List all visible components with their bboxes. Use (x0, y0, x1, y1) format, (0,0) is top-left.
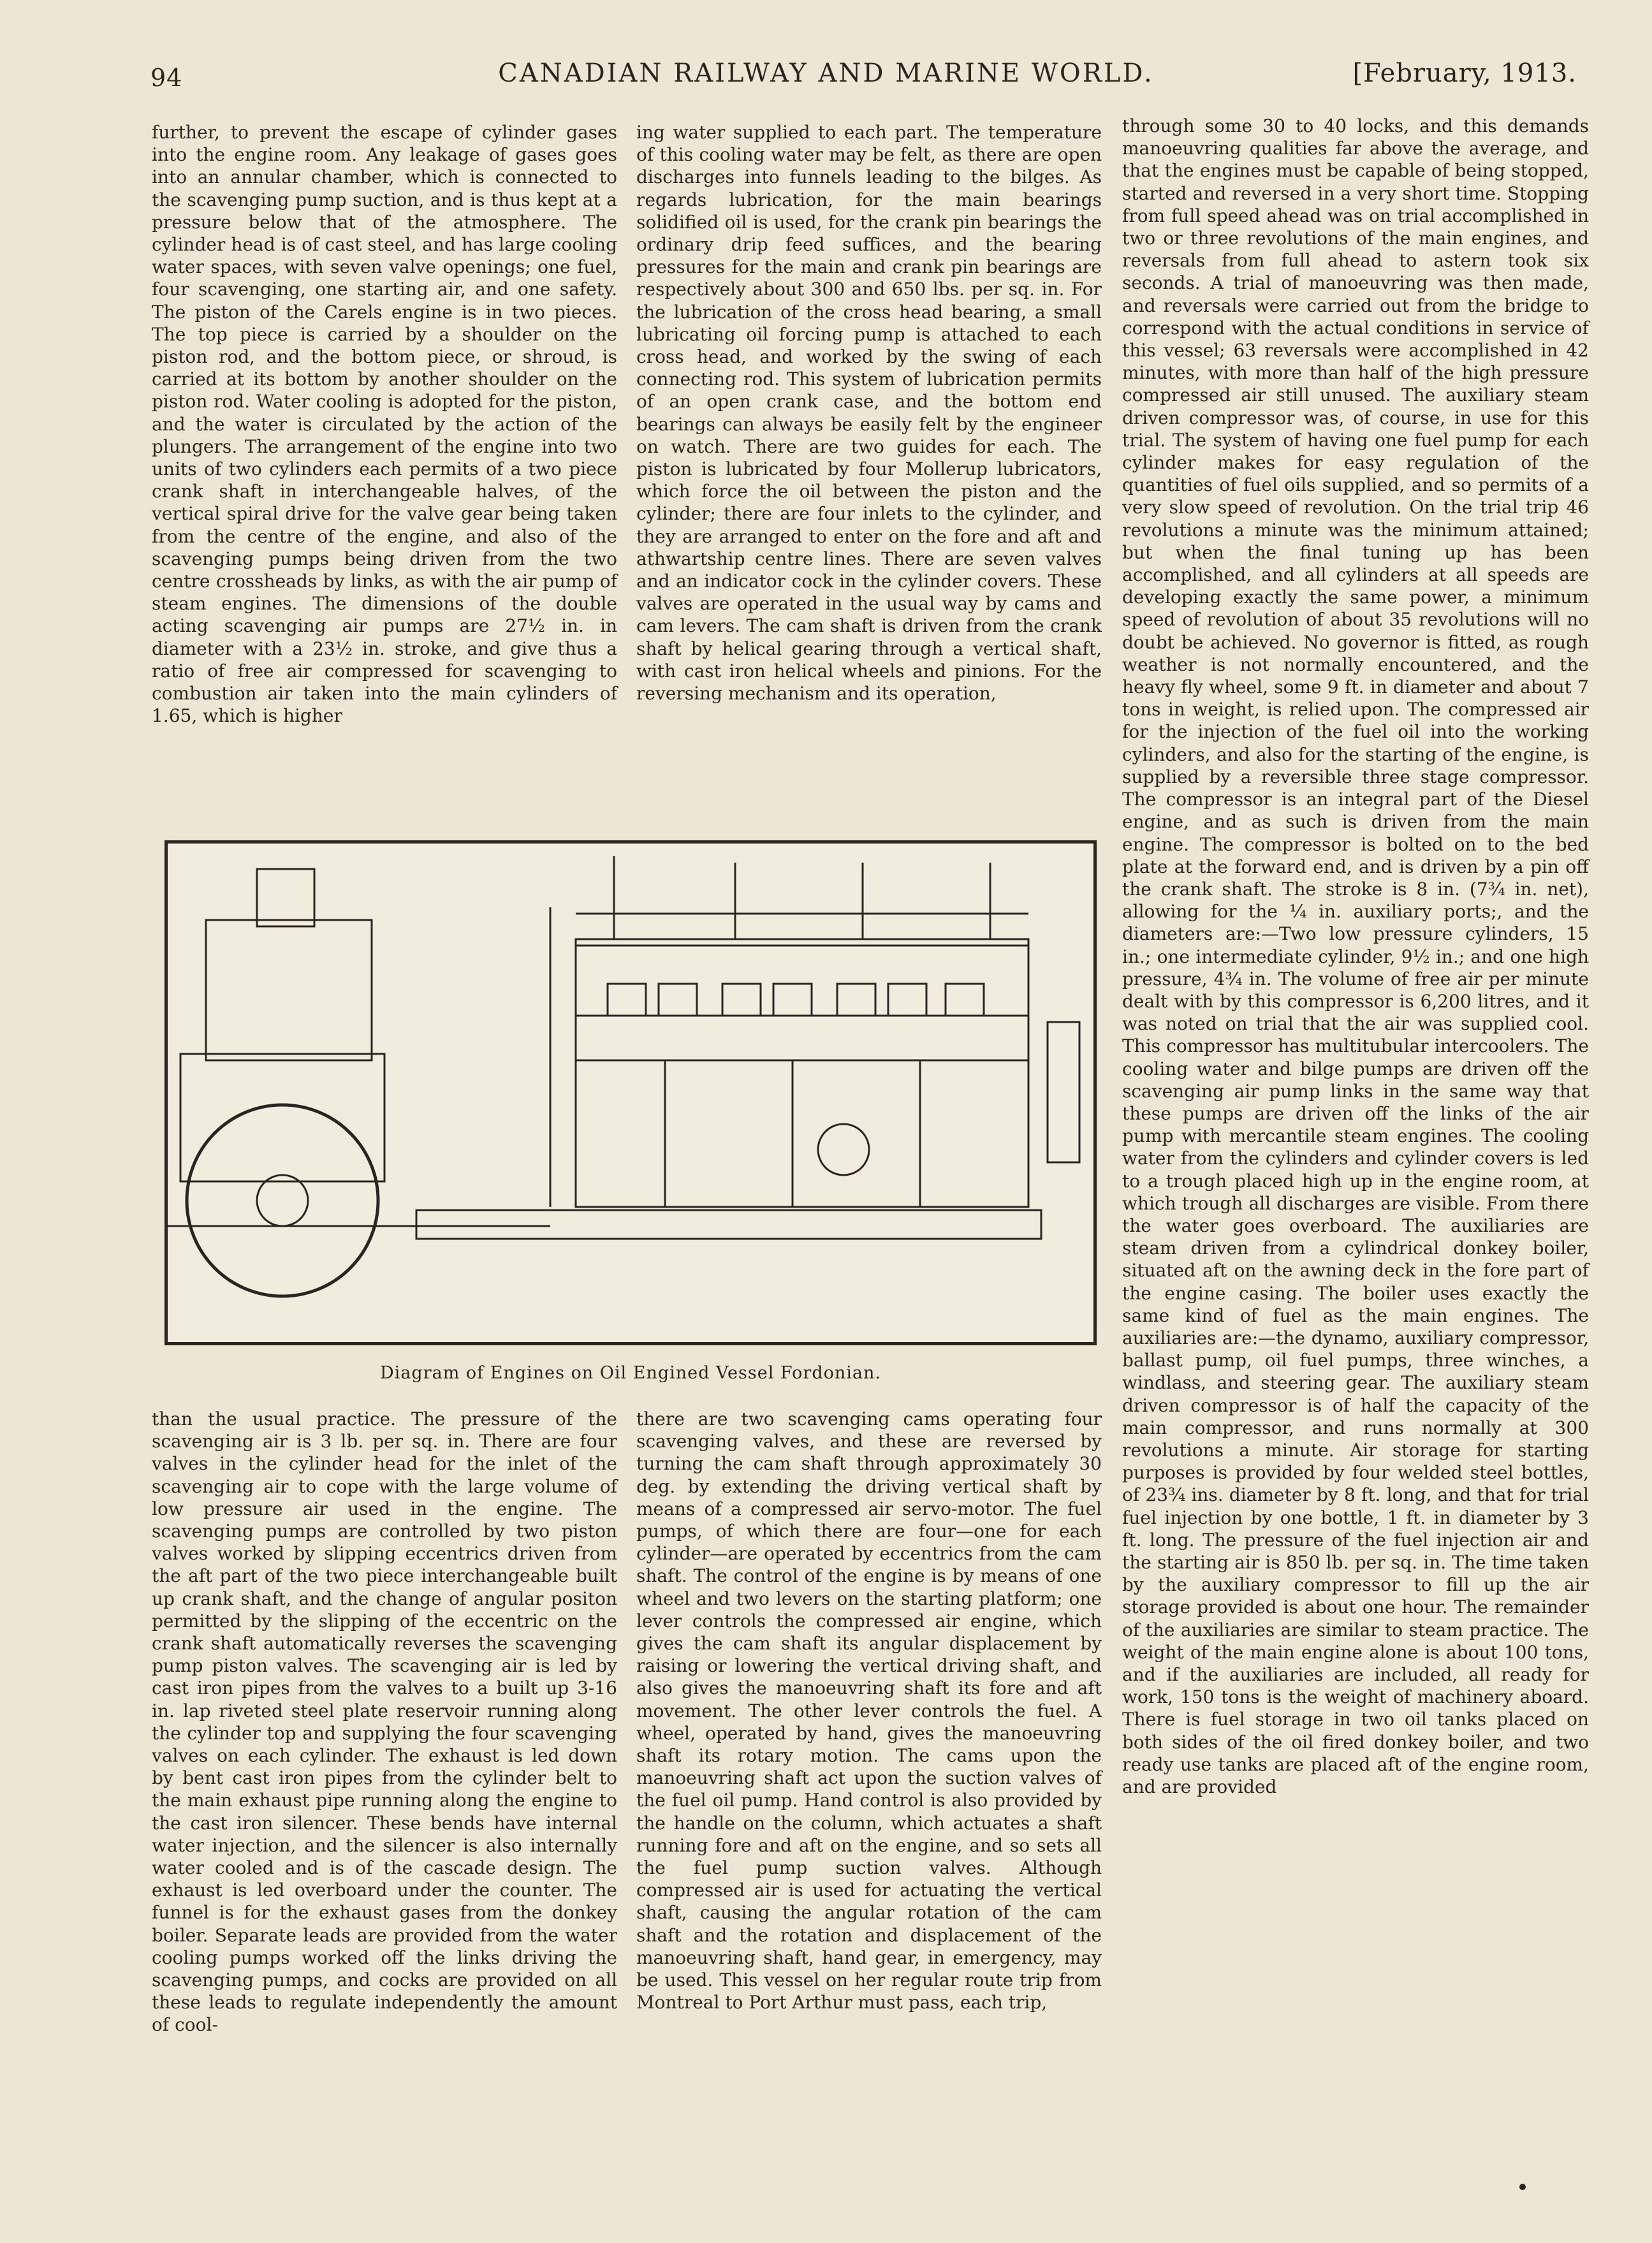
end-view-upper (206, 920, 372, 1060)
page-number: 94 (150, 64, 183, 92)
text-column-2: ing water supplied to each part. The temperature of this cooling water may be felt, as there are open discharges into funnels leading to the bilges. As regards lubrication, for the main bearings solidified oil is used, for the crank pin bearings the ordinary drip feed suffices, and the bearing pressures for the main and crank pin bearings are respectively about 300 and 650 lbs. per sq. in. For the lubrication of the cross head bearing, a small lubricating oil forcing pump is attached to each cross head, and worked by the swing of each connecting rod. This system of lubrication permits of an open crank case, and the bottom end bearings can always be easily felt by the engineer on watch. There are two guides for each. The piston is lubricated by four Mollerup lubricators, which force the oil between the piston and the cylinder; there are four inlets to the cylinder, and they are arranged to enter on the fore and aft and athwartship centre lines. There are seven valves and an indicator cock in the cylinder covers. These valves are operated in the usual way by cams and cam levers. The cam shaft is driven from the crank shaft by helical gearing through a vertical shaft, with cast iron helical wheels and pinions. For the reversing mechanism and its operation, (636, 122, 1102, 705)
issue-date: [February, 1913. (1352, 59, 1577, 88)
figure-caption: Diagram of Engines on Oil Engined Vessel Fordonian. (380, 1363, 881, 1383)
engine-drawing (168, 844, 1093, 1342)
bed-plate (416, 1210, 1041, 1239)
end-view-frame (180, 1054, 384, 1181)
flywheel-hub (257, 1175, 308, 1226)
end-view-top (257, 869, 314, 926)
silencer (1048, 1022, 1079, 1162)
flywheel (187, 1105, 378, 1296)
side-view-body (576, 939, 1028, 1207)
margin-dot (1519, 2184, 1526, 2190)
text-column-5: there are two scavenging cams operating four scavenging valves, and these are reversed by turning the cam shaft through approximately 30 deg. by extending the driving vertical shaft by means of a compressed air servo-motor. The fuel pumps, of which there are four—one for each cylinder—are operated by eccentrics from the cam shaft. The control of the engine is by means of one wheel and two levers on the starting platform; one lever controls the compressed air engine, which gives the cam shaft its angular displacement by raising or lowering the vertical driving shaft, and also gives the manoeuvring shaft its fore and aft movement. The other lever controls the fuel. A wheel, operated by hand, gives the manoeuvring shaft its rotary motion. The cams upon the manoeuvring shaft act upon the suction valves of the fuel oil pump. Hand control is also provided by the handle on the column, which actuates a shaft running fore and aft on the engine, and so sets all the fuel pump suction valves. Although compressed air is used for actuating the vertical shaft, causing the angular rotation of the cam shaft and the rotation and displacement of the manoeuvring shaft, hand gear, in emergency, may be used. This vessel on her regular route trip from Montreal to Port Arthur must pass, each trip, (636, 1408, 1102, 2013)
engine-diagram (164, 840, 1097, 1345)
control-wheel (818, 1124, 869, 1175)
running-title: CANADIAN RAILWAY AND MARINE WORLD. (498, 59, 1154, 88)
text-column-4: than the usual practice. The pressure of the scavenging air is 3 lb. per sq. in. There are four valves in the cylinder head for the inlet of the scavenging air to cope with the large volume of low pressure air used in the engine. The scavenging pumps are controlled by two piston valves worked by slipping eccentrics driven from the aft part of the two piece interchangeable built up crank shaft, and the change of angular positon permitted by the slipping of the eccentric on the crank shaft automatically reverses the scavenging pump piston valves. The scavenging air is led by cast iron pipes from the valves to a built up 3-16 in. lap riveted steel plate reservoir running along the cylinder top and supplying the four scavenging valves on each cylinder. The exhaust is led down by bent cast iron pipes from the cylinder belt to the main exhaust pipe running along the engine to the cast iron silencer. These bends have internal water injection, and the silencer is also internally water cooled and is of the cascade design. The exhaust is led overboard under the counter. The funnel is for the exhaust gases from the donkey boiler. Separate leads are provided from the water cooling pumps worked off the links driving the scavenging pumps, and cocks are provided on all these leads to regulate independently the amount of cool- (152, 1408, 617, 2036)
text-column-1: further, to prevent the escape of cylinder gases into the engine room. Any leakage of gases goes into an annular chamber, which is connected to the scavenging pump suction, and is thus kept at a pressure below that of the atmosphere. The cylinder head is of cast steel, and has large cooling water spaces, with seven valve openings; one fuel, four scavenging, one starting air, and one safety. The piston of the Carels engine is in two pieces. The top piece is carried by a shoulder on the piston rod, and the bottom piece, or shroud, is carried at its bottom by another shoulder on the piston rod. Water cooling is adopted for the piston, and the water is circulated by the action of the plungers. The arrangement of the engine into two units of two cylinders each permits of a two piece crank shaft in interchangeable halves, of the vertical spiral drive for the valve gear being taken from the centre of the engine, and also of the scavenging pumps being driven from the two centre crossheads by links, as with the air pump of steam engines. The dimensions of the double acting scavenging air pumps are 27½ in. in diameter with a 23½ in. stroke, and give thus a ratio of free air compressed for scavenging to combustion air taken into the main cylinders of 1.65, which is higher (152, 122, 617, 727)
text-column-3: through some 30 to 40 locks, and this demands manoeuvring qualities far above the average, and that the engines must be capable of being stopped, started and reversed in a very short time. Stopping from full speed ahead was on trial accomplished in two or three revolutions of the main engines, and reversals from full ahead to astern took six seconds. A trial of manoeuvring was then made, and reversals were carried out from the bridge to correspond with the actual conditions in service of this vessel; 63 reversals were accomplished in 42 minutes, with more than half of the high pressure compressed air still unused. The auxiliary steam driven compressor was, of course, in use for this trial. The system of having one fuel pump for each cylinder makes for easy regulation of the quantities of fuel oils supplied, and so permits of a very slow speed of revolution. On the trial trip 46 revolutions a minute was the minimum attained; but when the final tuning up has been accomplished, and all cylinders at all speeds are developing exactly the same power, a minimum speed of revolution of about 35 revolutions will no doubt be achieved. No governor is fitted, as rough weather is not normally encountered, and the heavy fly wheel, some 9 ft. in diameter and about 7 tons in weight, is relied upon. The compressed air for the injection of the fuel oil into the working cylinders, and also for the starting of the engine, is supplied by a reversible three stage compressor. The compressor is an integral part of the Diesel engine, and as such is driven from the main engine. The compressor is bolted on to the bed plate at the forward end, and is driven by a pin off the crank shaft. The stroke is 8 in. (7¾ in. net), allowing for the ¼ in. auxiliary ports;, and the diameters are:—Two low pressure cylinders, 15 in.; one intermediate cylinder, 9½ in.; and one high pressure, 4¾ in. The volume of free air per minute dealt with by this compressor is 6,200 litres, and it was noted on trial that the air was supplied cool. This compressor has multitubular intercoolers. The cooling water and bilge pumps are driven off the scavenging air pump links in the same way that these pumps are driven off the links of the air pump with mercantile steam engines. The cooling water from the cylinders and cylinder covers is led to a trough placed high up in the engine room, at which trough all discharges are visible. From there the water goes overboard. The auxiliaries are steam driven from a cylindrical donkey boiler, situated aft on the awning deck in the fore part of the engine casing. The boiler uses exactly the same kind of fuel as the main engines. The auxiliaries are:—the dynamo, auxiliary compressor, ballast pump, oil fuel pumps, three winches, a windlass, and steering gear. The auxiliary steam driven compressor is of half the capacity of the main compressor, and runs normally at 300 revolutions a minute. Air storage for starting purposes is provided by four welded steel bottles, of 23¾ ins. diameter by 8 ft. long, and that for trial fuel injection by one bottle, 1 ft. in diameter by 3 ft. long. The pressure of the fuel injection air and the starting air is 850 lb. per sq. in. The time taken by the auxiliary compressor to fill up the air storage provided is about one hour. The remainder of the auxiliaries are similar to steam practice. The weight of the main engine alone is about 100 tons, and if the auxiliaries are included, all ready for work, 150 tons is the weight of machinery aboard. There is fuel storage in two oil tanks placed on both sides of the oil fired donkey boiler, and two ready use tanks are placed aft of the engine room, and are provided (1122, 115, 1589, 1798)
